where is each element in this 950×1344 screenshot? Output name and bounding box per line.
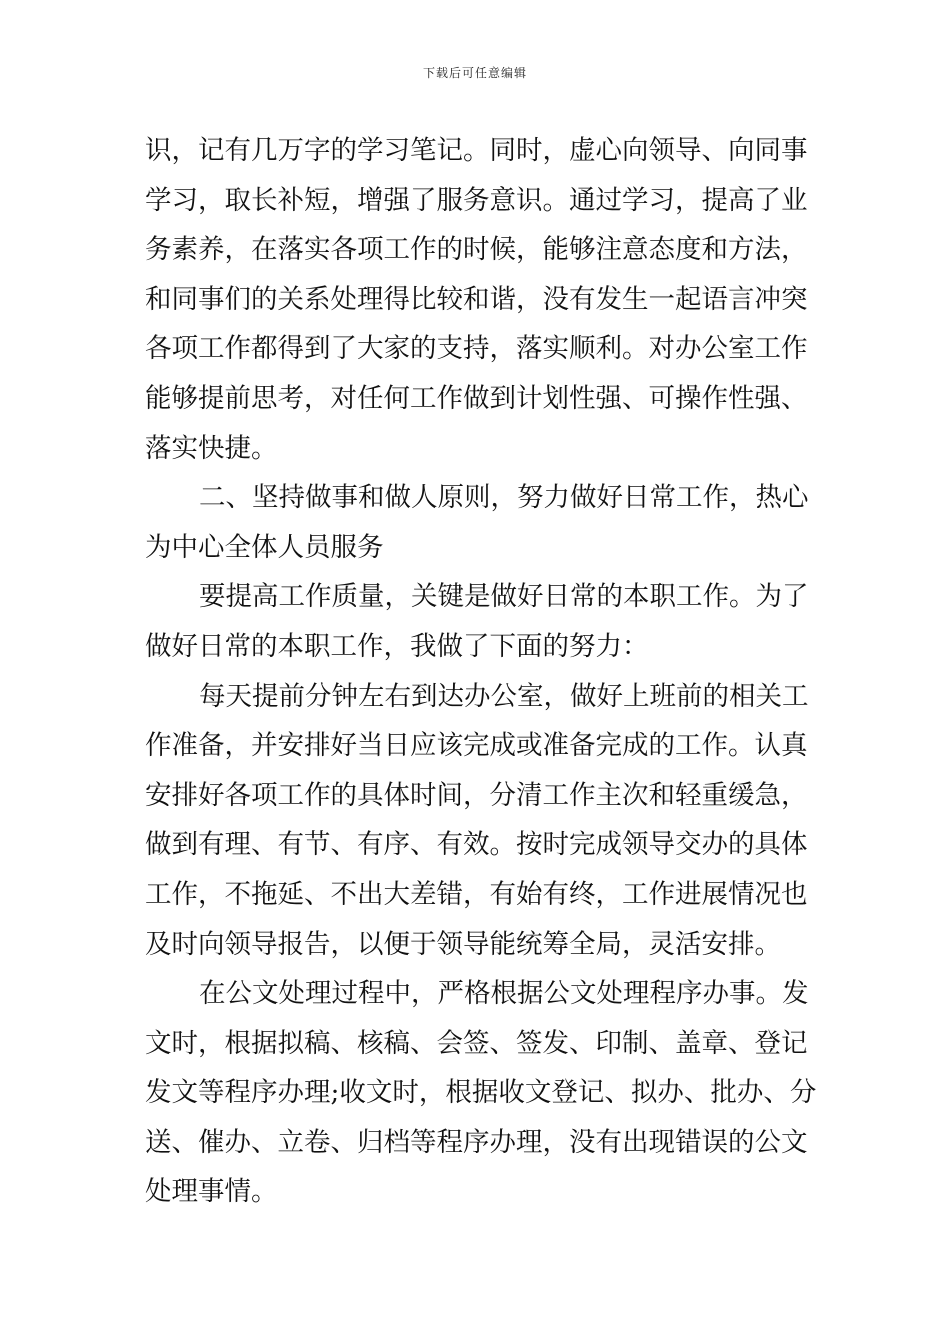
paragraph-5-line-4: 送、催办、立卷、归档等程序办理，没有出现错误的公文 xyxy=(145,1126,808,1158)
paragraph-3-line-1: 要提高工作质量，关键是做好日常的本职工作。为了 xyxy=(199,581,809,613)
paragraph-4-line-3: 安排好各项工作的具体时间，分清工作主次和轻重缓急， xyxy=(145,779,808,811)
paragraph-1-line-7: 落实快捷。 xyxy=(145,432,278,464)
paragraph-3-line-2: 做好日常的本职工作，我做了下面的努力： xyxy=(145,630,649,662)
document-body xyxy=(145,126,817,1217)
paragraph-1-line-1: 识，记有几万字的学习笔记。同时，虚心向领导、向同事 xyxy=(145,135,808,166)
paragraph-4-line-5: 工作，不拖延、不出大差错，有始有终，工作进展情况也 xyxy=(145,878,808,910)
paragraph-5-line-1: 在公文处理过程中，严格根据公文处理程序办事。发 xyxy=(199,978,809,1010)
section-heading-line-1: 二、坚持做事和做人原则，努力做好日常工作，热心 xyxy=(199,482,809,514)
paragraph-4-line-4: 做到有理、有节、有序、有效。按时完成领导交办的具体 xyxy=(145,829,808,861)
section-heading-line-2: 为中心全体人员服务 xyxy=(145,531,384,563)
paragraph-5-line-5: 处理事情。 xyxy=(145,1176,278,1208)
paragraph-4-line-1: 每天提前分钟左右到达办公室，做好上班前的相关工 xyxy=(199,680,809,712)
page-header-note: 下载后可任意编辑 xyxy=(422,66,527,80)
paragraph-1-line-5: 各项工作都得到了大家的支持，落实顺利。对办公室工作 xyxy=(145,333,808,365)
paragraph-1-line-6: 能够提前思考，对任何工作做到计划性强、可操作性强、 xyxy=(145,382,808,414)
paragraph-5-line-2: 文时，根据拟稿、核稿、会签、签发、印制、盖章、登记 xyxy=(145,1027,808,1059)
paragraph-5-line-3: 发文等程序办理;收文时，根据收文登记、拟办、批办、分 xyxy=(145,1077,817,1109)
paragraph-1-line-4: 和同事们的关系处理得比较和谐，没有发生一起语言冲突 xyxy=(145,283,808,315)
paragraph-4-line-6: 及时向领导报告，以便于领导能统筹全局，灵活安排。 xyxy=(145,928,781,960)
paragraph-1-line-2: 学习，取长补短，增强了服务意识。通过学习，提高了业 xyxy=(145,184,808,216)
paragraph-1-line-3: 务素养，在落实各项工作的时候，能够注意态度和方法， xyxy=(145,234,808,266)
paragraph-4-line-2: 作准备，并安排好当日应该完成或准备完成的工作。认真 xyxy=(145,730,808,762)
